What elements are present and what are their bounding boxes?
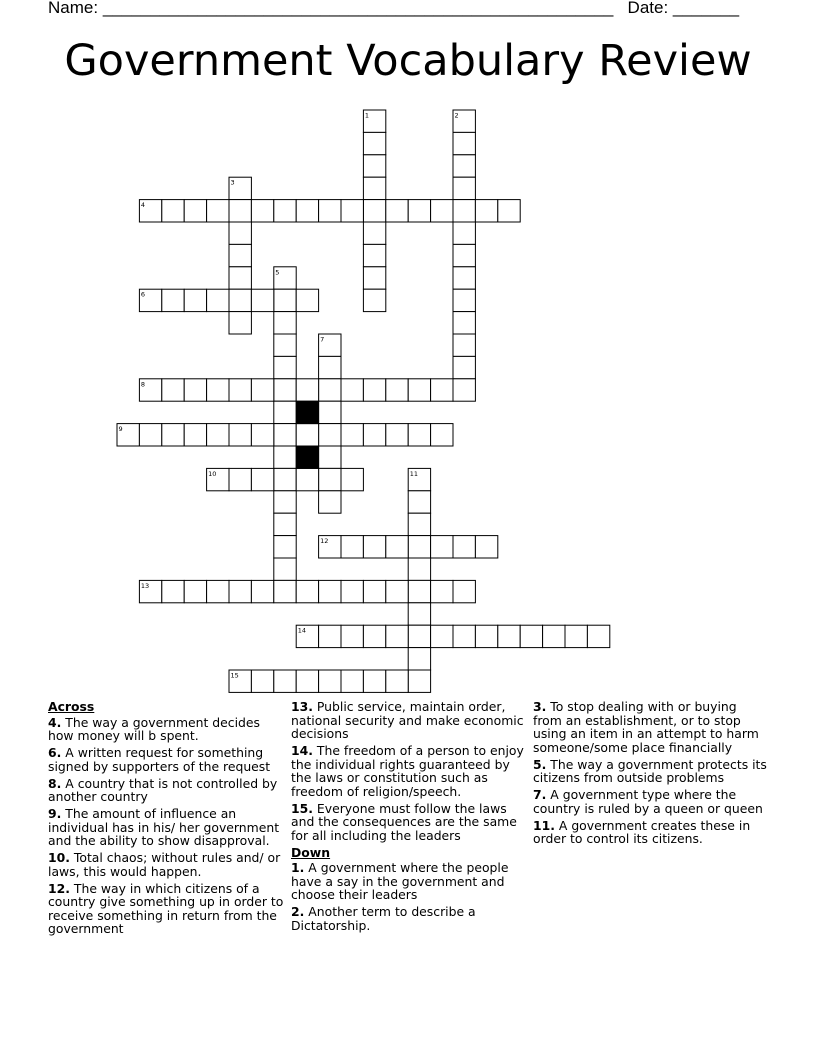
grid-cell[interactable]: [319, 379, 341, 401]
grid-cell[interactable]: [274, 670, 296, 692]
grid-cell[interactable]: [341, 670, 363, 692]
grid-cell[interactable]: [274, 558, 296, 580]
grid-cell[interactable]: [363, 132, 385, 154]
grid-cell[interactable]: [431, 424, 453, 446]
grid-cell[interactable]: [341, 200, 363, 222]
clue-down-1: 1. A government where the people have a say in the government and choose their leaders: [291, 860, 509, 902]
grid-cell[interactable]: [341, 580, 363, 602]
clue-across-14: 14. The freedom of a person to enjoy the individual rights guaranteed by the laws or constitution such as freedom of religion/speech.: [291, 743, 524, 799]
clue-number-label: 6: [140, 290, 146, 299]
grid-cell[interactable]: [341, 379, 363, 401]
clues-column-2: [291, 700, 527, 936]
grid-cell[interactable]: [207, 424, 229, 446]
grid-cell[interactable]: [408, 491, 430, 513]
grid-cell[interactable]: [408, 670, 430, 692]
grid-cell[interactable]: [453, 200, 475, 222]
grid-cell[interactable]: [453, 580, 475, 602]
grid-cell[interactable]: [363, 289, 385, 311]
grid-cell[interactable]: [408, 424, 430, 446]
grid-cell[interactable]: [184, 200, 206, 222]
grid-cell[interactable]: [453, 289, 475, 311]
grid-cell[interactable]: [251, 468, 273, 490]
grid-cell[interactable]: [587, 625, 609, 647]
grid-cell[interactable]: [274, 580, 296, 602]
clue-down-5: 5. The way a government protects its citizens from outside problems: [533, 756, 767, 785]
name-label: Name:: [48, 0, 99, 17]
grid-cell[interactable]: [251, 200, 273, 222]
clue-across-13: 13. Public service, maintain order, national security and make economic decisions: [291, 699, 524, 741]
grid-cell[interactable]: [453, 267, 475, 289]
grid-cell[interactable]: [363, 536, 385, 558]
grid-cell[interactable]: [408, 603, 430, 625]
grid-cell[interactable]: [207, 200, 229, 222]
across-heading: Across: [48, 699, 95, 714]
grid-cell[interactable]: [431, 580, 453, 602]
grid-cell[interactable]: [229, 222, 251, 244]
grid-cell[interactable]: [341, 625, 363, 647]
grid-cell[interactable]: [386, 536, 408, 558]
grid-cell[interactable]: [229, 424, 251, 446]
grid-cell[interactable]: [408, 558, 430, 580]
grid-cell[interactable]: [565, 625, 587, 647]
grid-cell[interactable]: [453, 132, 475, 154]
grid-cell[interactable]: [363, 177, 385, 199]
grid-cell[interactable]: [251, 289, 273, 311]
clue-number-label: 8: [140, 380, 146, 389]
grid-cell[interactable]: [319, 670, 341, 692]
grid-cell[interactable]: [453, 222, 475, 244]
grid-cell[interactable]: [319, 468, 341, 490]
grid-cell[interactable]: [207, 379, 229, 401]
date-label: Date:: [627, 0, 669, 17]
clue-down-11: 11. A government creates these in order to control its citizens.: [533, 817, 751, 846]
grid-cell[interactable]: [251, 379, 273, 401]
grid-cell[interactable]: [453, 379, 475, 401]
clue-number-label: 2: [454, 111, 459, 120]
grid-cell[interactable]: [453, 155, 475, 177]
grid-cell[interactable]: [184, 379, 206, 401]
grid-cell[interactable]: [296, 424, 318, 446]
grid-cell[interactable]: [453, 177, 475, 199]
grid-cell[interactable]: [251, 670, 273, 692]
grid-cell[interactable]: [341, 468, 363, 490]
grid-cell[interactable]: [274, 424, 296, 446]
grid-cell[interactable]: [229, 379, 251, 401]
clue-across-12: 12. The way in which citizens of a country give something up in order to receive something in return from the government: [48, 880, 284, 936]
grid-cell[interactable]: [475, 536, 497, 558]
clue-number-label: 7: [320, 335, 325, 344]
clue-number-label: 9: [118, 425, 123, 434]
grid-cell[interactable]: [184, 580, 206, 602]
page-title: Government Vocabulary Review: [64, 36, 752, 86]
grid-cell[interactable]: [363, 580, 385, 602]
grid-cell[interactable]: [319, 424, 341, 446]
clue-down-2: 2. Another term to describe a Dictatorship.: [291, 904, 476, 933]
grid-cell[interactable]: [162, 200, 184, 222]
grid-cell[interactable]: [386, 424, 408, 446]
grid-cell[interactable]: [207, 289, 229, 311]
grid-cell[interactable]: [498, 625, 520, 647]
grid-cell[interactable]: [296, 200, 318, 222]
clues-column-3: [533, 700, 769, 849]
grid-cell[interactable]: [319, 401, 341, 423]
grid-cell[interactable]: [341, 536, 363, 558]
grid-cell[interactable]: [229, 267, 251, 289]
clue-down-7: 7. A government type where the country is ruled by a queen or queen: [533, 787, 763, 816]
clue-number-label: 10: [208, 469, 217, 478]
grid-cell[interactable]: [274, 468, 296, 490]
grid-cell[interactable]: [274, 200, 296, 222]
grid-block: [296, 401, 318, 423]
grid-cell[interactable]: [431, 625, 453, 647]
clue-number-label: 15: [230, 671, 239, 680]
grid-cell[interactable]: [319, 356, 341, 378]
grid-cell[interactable]: [319, 491, 341, 513]
grid-cell[interactable]: [363, 155, 385, 177]
grid-cell[interactable]: [498, 200, 520, 222]
date-field[interactable]: _______: [672, 0, 740, 17]
grid-cell[interactable]: [274, 446, 296, 468]
grid-cell[interactable]: [162, 379, 184, 401]
grid-cell[interactable]: [274, 312, 296, 334]
clue-number-label: 12: [320, 537, 329, 546]
grid-cell[interactable]: [251, 424, 273, 446]
grid-cell[interactable]: [431, 200, 453, 222]
grid-cell[interactable]: [386, 580, 408, 602]
clue-across-8: 8. A country that is not controlled by another country: [48, 775, 278, 804]
grid-cell[interactable]: [386, 379, 408, 401]
clue-across-4: 4. The way a government decides how money will b spent.: [48, 714, 260, 743]
grid-cell[interactable]: [363, 200, 385, 222]
grid-cell[interactable]: [341, 424, 363, 446]
grid-cell[interactable]: [453, 536, 475, 558]
name-field[interactable]: ______________________________________________________: [102, 0, 614, 17]
clues-column-1: [48, 700, 284, 939]
grid-cell[interactable]: [296, 580, 318, 602]
grid-cell[interactable]: [386, 625, 408, 647]
grid-cell[interactable]: [274, 513, 296, 535]
grid-cell[interactable]: [184, 424, 206, 446]
grid-cell[interactable]: [296, 379, 318, 401]
grid-cell[interactable]: [229, 580, 251, 602]
grid-cell[interactable]: [296, 289, 318, 311]
grid-cell[interactable]: [207, 580, 229, 602]
grid-cell[interactable]: [453, 312, 475, 334]
grid-cell[interactable]: [408, 625, 430, 647]
grid-block: [296, 446, 318, 468]
grid-cell[interactable]: [274, 289, 296, 311]
clue-down-3: 3. To stop dealing with or buying from an establishment, or to stop using an item in an attempt to harm someone/some place financially: [533, 699, 759, 755]
grid-cell[interactable]: [274, 401, 296, 423]
grid-cell[interactable]: [229, 200, 251, 222]
clue-number-label: 14: [297, 626, 306, 635]
grid-cell[interactable]: [139, 424, 161, 446]
grid-cell[interactable]: [319, 200, 341, 222]
clue-number-label: 5: [275, 268, 280, 277]
grid-cell[interactable]: [229, 289, 251, 311]
grid-cell[interactable]: [274, 536, 296, 558]
grid-cell[interactable]: [408, 200, 430, 222]
clue-across-9: 9. The amount of influence an individual has in his/ her government and the ability to show disapproval.: [48, 806, 280, 848]
grid-cell[interactable]: [431, 536, 453, 558]
grid-cell[interactable]: [274, 491, 296, 513]
grid-cell[interactable]: [296, 670, 318, 692]
grid-cell[interactable]: [453, 334, 475, 356]
grid-cell[interactable]: [543, 625, 565, 647]
grid-cell[interactable]: [453, 356, 475, 378]
grid-cell[interactable]: [274, 334, 296, 356]
clue-number-label: 4: [140, 201, 146, 210]
grid-cell[interactable]: [408, 536, 430, 558]
grid-cell[interactable]: [319, 625, 341, 647]
grid-cell[interactable]: [431, 379, 453, 401]
grid-cell[interactable]: [162, 289, 184, 311]
grid-cell[interactable]: [363, 222, 385, 244]
grid-cell[interactable]: [162, 580, 184, 602]
grid-cell[interactable]: [475, 200, 497, 222]
down-heading: Down: [291, 844, 331, 860]
grid-cell[interactable]: [274, 379, 296, 401]
clue-number-label: 11: [409, 469, 418, 478]
clue-across-6: 6. A written request for something signed by supporters of the request: [48, 745, 271, 774]
grid-cell[interactable]: [363, 267, 385, 289]
grid-cell[interactable]: [363, 379, 385, 401]
grid-cell[interactable]: [408, 513, 430, 535]
grid-cell[interactable]: [363, 625, 385, 647]
grid-cell[interactable]: [229, 312, 251, 334]
clue-number-label: 3: [230, 178, 235, 187]
grid-cell[interactable]: [408, 648, 430, 670]
grid-cell[interactable]: [475, 625, 497, 647]
grid-cell[interactable]: [386, 200, 408, 222]
grid-cell[interactable]: [453, 625, 475, 647]
clue-across-10: 10. Total chaos; without rules and/ or laws, this would happen.: [48, 850, 281, 879]
clue-number-label: 1: [364, 111, 370, 120]
clue-across-15: 15. Everyone must follow the laws and the consequences are the same for all including the leaders: [291, 800, 517, 843]
clue-number-label: 13: [140, 581, 150, 590]
grid-cell[interactable]: [319, 580, 341, 602]
grid-cell[interactable]: [251, 580, 273, 602]
grid-cell[interactable]: [453, 244, 475, 266]
grid-cell[interactable]: [408, 580, 430, 602]
grid-cell[interactable]: [363, 424, 385, 446]
grid-cell[interactable]: [408, 379, 430, 401]
grid-cell[interactable]: [162, 424, 184, 446]
grid-cell[interactable]: [274, 356, 296, 378]
grid-cell[interactable]: [184, 289, 206, 311]
grid-cell[interactable]: [520, 625, 542, 647]
grid-cell[interactable]: [229, 468, 251, 490]
grid-cell[interactable]: [386, 670, 408, 692]
grid-cell[interactable]: [363, 670, 385, 692]
grid-cell[interactable]: [319, 446, 341, 468]
grid-cell[interactable]: [296, 468, 318, 490]
grid-cell[interactable]: [229, 244, 251, 266]
grid-cell[interactable]: [363, 244, 385, 266]
